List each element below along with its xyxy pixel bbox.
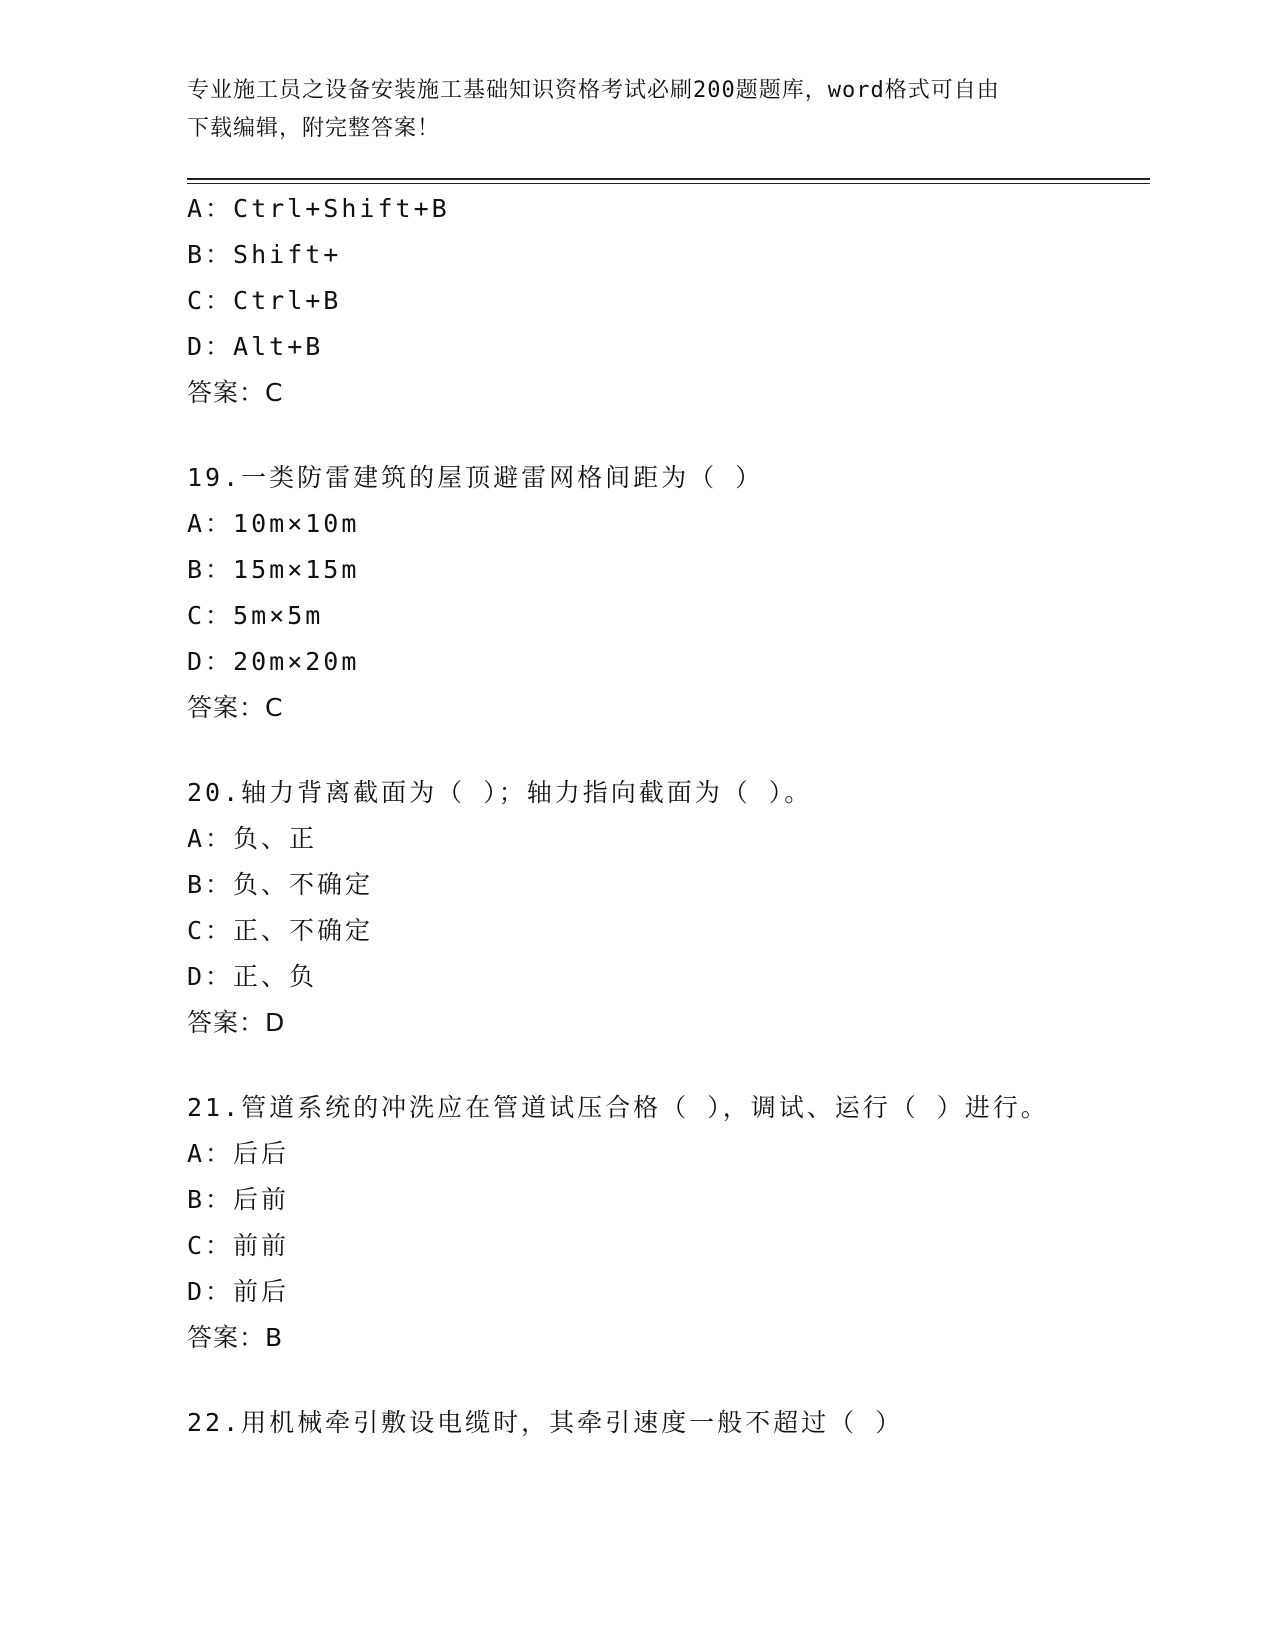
header-line-2: 下载编辑，附完整答案！ [187,116,441,141]
question-20-block [187,770,812,1046]
option-c: C：正、不确定 [187,916,374,945]
option-d: D：Alt+B [187,332,324,361]
answer: 答案：C [187,378,284,407]
option-b: B：负、不确定 [187,870,374,899]
option-c: C：5m×5m [187,601,324,630]
option-b: B：15m×15m [187,555,360,584]
answer: 答案：B [187,1323,284,1352]
question-text: 19.一类防雷建筑的屋顶避雷网格间距为（ ） [187,463,764,492]
header-divider-thick [187,178,1150,180]
option-d: D：前后 [187,1277,290,1306]
answer: 答案：C [187,693,284,722]
option-a: A：负、正 [187,824,318,853]
question-text: 21.管道系统的冲洗应在管道试压合格（ ），调试、运行（ ）进行。 [187,1093,1049,1122]
document-header [187,72,1087,148]
option-a: A：Ctrl+Shift+B [187,194,450,223]
option-c: C：Ctrl+B [187,286,342,315]
question-21-block [187,1085,1049,1361]
header-line-1: 专业施工员之设备安装施工基础知识资格考试必刷200题题库，word格式可自由 [187,78,1000,103]
question-18-block [187,186,450,416]
answer: 答案：D [187,1008,286,1037]
option-c: C：前前 [187,1231,290,1260]
question-text: 22.用机械牵引敷设电缆时，其牵引速度一般不超过（ ） [187,1408,904,1437]
option-b: B：Shift+ [187,240,342,269]
option-b: B：后前 [187,1185,290,1214]
header-divider-thin [187,183,1150,184]
question-text: 20.轴力背离截面为（ ）；轴力指向截面为（ ）。 [187,778,813,807]
question-19-block [187,455,763,731]
option-d: D：正、负 [187,962,318,991]
option-a: A：10m×10m [187,509,360,538]
question-22-block [187,1400,903,1446]
option-d: D：20m×20m [187,647,360,676]
option-a: A：后后 [187,1139,290,1168]
